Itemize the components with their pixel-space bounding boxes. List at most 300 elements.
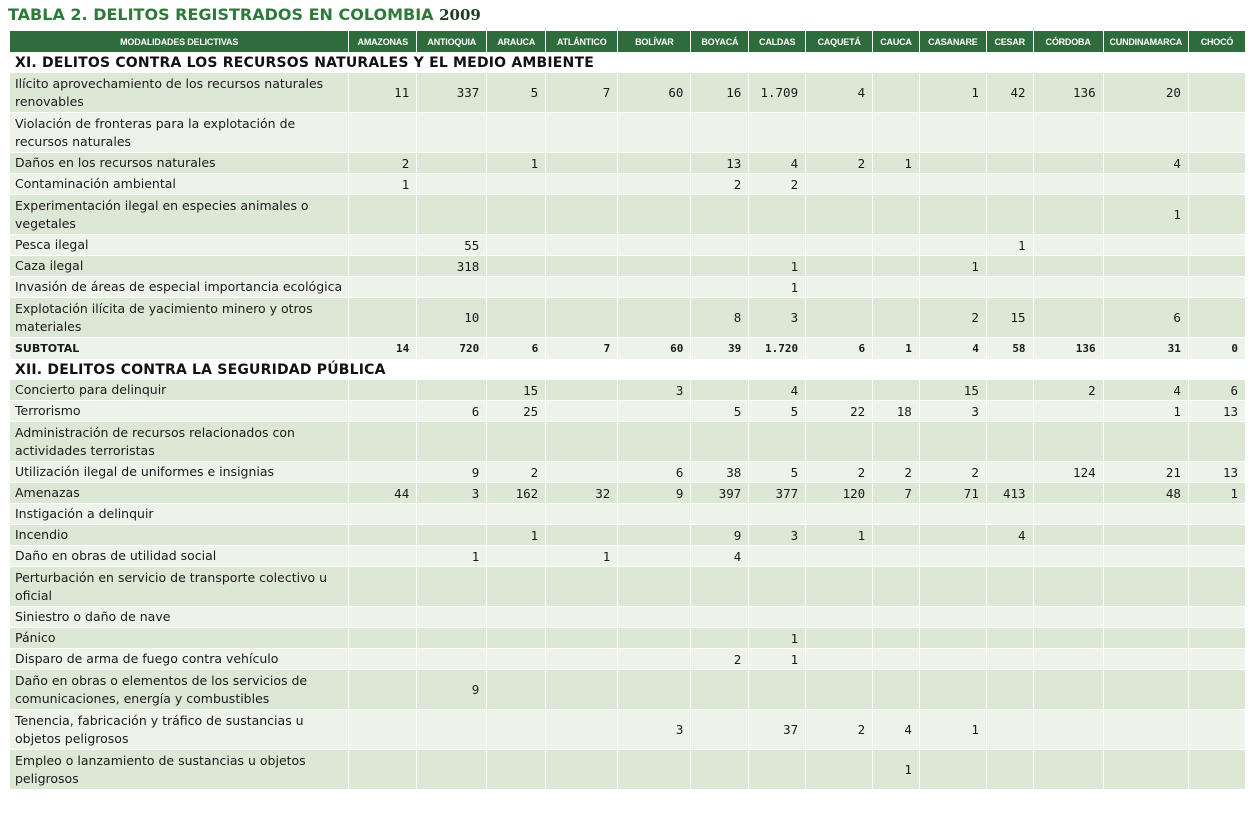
cell-value — [691, 195, 749, 235]
cell-value — [487, 195, 546, 235]
cell-value — [1188, 422, 1245, 462]
cell-value — [1033, 298, 1103, 338]
cell-value: 1 — [986, 235, 1033, 256]
cell-value: 4 — [919, 338, 986, 360]
table-row — [10, 567, 1246, 607]
cell-value — [1033, 153, 1103, 174]
column-header-department: ATLÁNTICO — [546, 31, 618, 53]
cell-value — [349, 113, 417, 153]
row-label: Pánico — [10, 628, 349, 649]
cell-value — [1103, 422, 1188, 462]
row-label: Tenencia, fabricación y tráfico de sustancias u objetos peligrosos — [10, 710, 349, 750]
cell-value: 162 — [487, 483, 546, 504]
cell-value: 3 — [618, 710, 691, 750]
cell-value — [986, 750, 1033, 790]
cell-value: 4 — [873, 710, 920, 750]
cell-value: 10 — [417, 298, 487, 338]
cell-value — [618, 195, 691, 235]
cell-value — [546, 710, 618, 750]
table-row — [10, 422, 1246, 462]
cell-value — [919, 628, 986, 649]
cell-value — [1188, 195, 1245, 235]
cell-value — [546, 298, 618, 338]
cell-value — [1033, 483, 1103, 504]
cell-value — [487, 298, 546, 338]
row-label: Empleo o lanzamiento de sustancias u objetos peligrosos — [10, 750, 349, 790]
column-header-department: CALDAS — [749, 31, 806, 53]
cell-value: 39 — [691, 338, 749, 360]
cell-value — [806, 256, 873, 277]
cell-value — [749, 195, 806, 235]
cell-value — [349, 628, 417, 649]
cell-value — [546, 113, 618, 153]
cell-value — [487, 546, 546, 567]
cell-value: 3 — [749, 525, 806, 546]
cell-value — [986, 504, 1033, 525]
cell-value — [919, 750, 986, 790]
cell-value: 1 — [349, 174, 417, 195]
cell-value: 2 — [806, 710, 873, 750]
cell-value — [691, 256, 749, 277]
cell-value: 397 — [691, 483, 749, 504]
cell-value: 60 — [618, 338, 691, 360]
cell-value — [487, 567, 546, 607]
row-label: Incendio — [10, 525, 349, 546]
cell-value — [691, 710, 749, 750]
cell-value: 1 — [546, 546, 618, 567]
section-title: XI. DELITOS CONTRA LOS RECURSOS NATURALES Y EL MEDIO AMBIENTE — [10, 53, 1246, 73]
row-label: Utilización ilegal de uniformes e insignias — [10, 462, 349, 483]
cell-value — [806, 422, 873, 462]
column-header-department: BOYACÁ — [691, 31, 749, 53]
cell-value: 5 — [487, 73, 546, 113]
cell-value: 720 — [417, 338, 487, 360]
cell-value — [873, 525, 920, 546]
cell-value — [1188, 153, 1245, 174]
cell-value — [986, 710, 1033, 750]
cell-value — [349, 525, 417, 546]
cell-value: 3 — [749, 298, 806, 338]
cell-value — [806, 235, 873, 256]
cell-value — [1033, 607, 1103, 628]
table-row — [10, 710, 1246, 750]
cell-value: 3 — [417, 483, 487, 504]
cell-value — [618, 649, 691, 670]
cell-value — [806, 380, 873, 401]
cell-value — [873, 670, 920, 710]
cell-value — [487, 277, 546, 298]
cell-value — [691, 567, 749, 607]
cell-value — [873, 422, 920, 462]
row-label: Ilícito aprovechamiento de los recursos naturales renovables — [10, 73, 349, 113]
cell-value — [546, 235, 618, 256]
table-row — [10, 113, 1246, 153]
cell-value — [986, 153, 1033, 174]
column-header-department: CAUCA — [873, 31, 920, 53]
cell-value — [806, 628, 873, 649]
cell-value: 136 — [1033, 73, 1103, 113]
cell-value — [1103, 710, 1188, 750]
cell-value: 7 — [546, 338, 618, 360]
cell-value — [806, 649, 873, 670]
cell-value — [618, 525, 691, 546]
cell-value — [919, 504, 986, 525]
cell-value — [1033, 567, 1103, 607]
cell-value — [919, 153, 986, 174]
cell-value: 413 — [986, 483, 1033, 504]
cell-value: 21 — [1103, 462, 1188, 483]
cell-value — [618, 670, 691, 710]
cell-value — [618, 113, 691, 153]
cell-value — [1188, 235, 1245, 256]
column-header-department: CAQUETÁ — [806, 31, 873, 53]
column-header-department: CASANARE — [919, 31, 986, 53]
table-row — [10, 277, 1246, 298]
cell-value — [873, 649, 920, 670]
cell-value — [349, 546, 417, 567]
cell-value — [546, 380, 618, 401]
column-header-department: BOLÍVAR — [618, 31, 691, 53]
cell-value: 4 — [1103, 380, 1188, 401]
cell-value — [986, 401, 1033, 422]
cell-value — [618, 750, 691, 790]
cell-value — [546, 607, 618, 628]
cell-value — [618, 277, 691, 298]
cell-value — [349, 670, 417, 710]
cell-value: 58 — [986, 338, 1033, 360]
table-row — [10, 73, 1246, 113]
cell-value — [1188, 277, 1245, 298]
table-row — [10, 153, 1246, 174]
column-header-department: CESAR — [986, 31, 1033, 53]
cell-value: 1 — [749, 277, 806, 298]
cell-value — [349, 298, 417, 338]
cell-value: 2 — [873, 462, 920, 483]
cell-value: 44 — [349, 483, 417, 504]
cell-value — [546, 401, 618, 422]
cell-value — [873, 567, 920, 607]
cell-value: 1 — [749, 256, 806, 277]
cell-value — [873, 277, 920, 298]
cell-value — [1033, 504, 1103, 525]
cell-value — [1188, 256, 1245, 277]
cell-value: 1.720 — [749, 338, 806, 360]
row-label: Contaminación ambiental — [10, 174, 349, 195]
row-label: Instigación a delinquir — [10, 504, 349, 525]
cell-value: 7 — [546, 73, 618, 113]
cell-value — [546, 277, 618, 298]
cell-value: 9 — [417, 670, 487, 710]
section-header-row — [10, 360, 1246, 380]
cell-value — [1033, 628, 1103, 649]
cell-value — [487, 422, 546, 462]
cell-value: 9 — [691, 525, 749, 546]
cell-value — [806, 277, 873, 298]
cell-value — [806, 607, 873, 628]
cell-value: 377 — [749, 483, 806, 504]
cell-value — [1033, 525, 1103, 546]
table-row — [10, 195, 1246, 235]
cell-value: 1 — [1188, 483, 1245, 504]
cell-value — [1188, 670, 1245, 710]
cell-value — [1188, 298, 1245, 338]
cell-value: 1 — [749, 649, 806, 670]
table-row — [10, 256, 1246, 277]
cell-value — [691, 235, 749, 256]
cell-value — [919, 174, 986, 195]
row-label: Daño en obras de utilidad social — [10, 546, 349, 567]
cell-value — [546, 422, 618, 462]
cell-value — [1103, 113, 1188, 153]
cell-value — [1033, 235, 1103, 256]
column-header-department: CUNDINAMARCA — [1103, 31, 1188, 53]
table-row — [10, 750, 1246, 790]
row-label: Siniestro o daño de nave — [10, 607, 349, 628]
cell-value — [618, 256, 691, 277]
cell-value: 6 — [1103, 298, 1188, 338]
cell-value — [417, 750, 487, 790]
cell-value — [618, 298, 691, 338]
table-row — [10, 628, 1246, 649]
cell-value — [919, 195, 986, 235]
cell-value — [806, 567, 873, 607]
cell-value — [417, 422, 487, 462]
cell-value — [986, 649, 1033, 670]
cell-value — [349, 750, 417, 790]
cell-value — [487, 504, 546, 525]
cell-value — [873, 628, 920, 649]
cell-value: 1 — [749, 628, 806, 649]
cell-value — [487, 113, 546, 153]
table-row — [10, 504, 1246, 525]
cell-value — [919, 277, 986, 298]
row-label: Daño en obras o elementos de los servicios de comunicaciones, energía y combustibles — [10, 670, 349, 710]
cell-value — [1188, 567, 1245, 607]
cell-value — [1188, 174, 1245, 195]
column-header-department: ARAUCA — [487, 31, 546, 53]
cell-value — [417, 504, 487, 525]
cell-value: 20 — [1103, 73, 1188, 113]
table-body — [10, 53, 1246, 790]
cell-value — [691, 670, 749, 710]
column-header-department: CÓRDOBA — [1033, 31, 1103, 53]
cell-value: 1 — [417, 546, 487, 567]
column-header-modalidades: MODALIDADES DELICTIVAS — [10, 31, 349, 53]
cell-value — [986, 462, 1033, 483]
cell-value — [1033, 670, 1103, 710]
cell-value — [1188, 628, 1245, 649]
cell-value: 6 — [1188, 380, 1245, 401]
cell-value — [919, 235, 986, 256]
cell-value — [873, 256, 920, 277]
cell-value: 16 — [691, 73, 749, 113]
cell-value — [1033, 422, 1103, 462]
cell-value — [919, 525, 986, 546]
cell-value — [1188, 504, 1245, 525]
cell-value: 1 — [919, 73, 986, 113]
cell-value: 5 — [749, 462, 806, 483]
cell-value — [487, 256, 546, 277]
cell-value — [986, 628, 1033, 649]
cell-value — [1103, 567, 1188, 607]
cell-value — [1103, 235, 1188, 256]
cell-value: 120 — [806, 483, 873, 504]
cell-value — [618, 567, 691, 607]
cell-value: 1 — [919, 710, 986, 750]
cell-value: 1 — [919, 256, 986, 277]
cell-value: 9 — [618, 483, 691, 504]
cell-value: 9 — [417, 462, 487, 483]
cell-value — [1188, 546, 1245, 567]
cell-value: 31 — [1103, 338, 1188, 360]
cell-value — [1103, 649, 1188, 670]
cell-value: 6 — [618, 462, 691, 483]
subtotal-label: SUBTOTAL — [10, 338, 349, 360]
cell-value — [487, 710, 546, 750]
cell-value — [349, 710, 417, 750]
cell-value: 5 — [691, 401, 749, 422]
table-row — [10, 649, 1246, 670]
cell-value — [986, 567, 1033, 607]
cell-value: 13 — [1188, 401, 1245, 422]
cell-value — [986, 277, 1033, 298]
cell-value — [749, 113, 806, 153]
cell-value — [1103, 750, 1188, 790]
cell-value — [691, 607, 749, 628]
cell-value: 1 — [873, 153, 920, 174]
row-label: Caza ilegal — [10, 256, 349, 277]
row-label: Disparo de arma de fuego contra vehículo — [10, 649, 349, 670]
header-row — [10, 31, 1246, 53]
cell-value — [1188, 607, 1245, 628]
cell-value: 0 — [1188, 338, 1245, 360]
table-title-text: DELITOS REGISTRADOS EN COLOMBIA — [93, 5, 434, 24]
cell-value — [1033, 401, 1103, 422]
cell-value — [1188, 710, 1245, 750]
cell-value — [349, 277, 417, 298]
cell-value — [546, 525, 618, 546]
cell-value: 18 — [873, 401, 920, 422]
cell-value — [749, 235, 806, 256]
cell-value — [806, 750, 873, 790]
cell-value — [417, 567, 487, 607]
cell-value — [1188, 73, 1245, 113]
cell-value: 2 — [919, 298, 986, 338]
cell-value — [349, 256, 417, 277]
cell-value — [691, 504, 749, 525]
cell-value — [1033, 546, 1103, 567]
cell-value: 2 — [349, 153, 417, 174]
cell-value — [806, 504, 873, 525]
table-header — [10, 31, 1246, 53]
cell-value — [487, 649, 546, 670]
cell-value: 60 — [618, 73, 691, 113]
cell-value — [806, 174, 873, 195]
cell-value: 337 — [417, 73, 487, 113]
cell-value: 13 — [1188, 462, 1245, 483]
cell-value — [806, 195, 873, 235]
table-row — [10, 401, 1246, 422]
cell-value — [873, 298, 920, 338]
cell-value — [749, 607, 806, 628]
cell-value — [417, 649, 487, 670]
cell-value — [806, 298, 873, 338]
cell-value: 1 — [1103, 401, 1188, 422]
cell-value: 2 — [919, 462, 986, 483]
cell-value: 4 — [1103, 153, 1188, 174]
cell-value: 22 — [806, 401, 873, 422]
column-header-department: ANTIOQUIA — [417, 31, 487, 53]
cell-value: 37 — [749, 710, 806, 750]
cell-value: 4 — [749, 153, 806, 174]
cell-value: 2 — [1033, 380, 1103, 401]
cell-value — [873, 380, 920, 401]
row-label: Pesca ilegal — [10, 235, 349, 256]
cell-value — [349, 567, 417, 607]
cell-value: 1 — [487, 153, 546, 174]
table-row — [10, 462, 1246, 483]
cell-value — [1188, 113, 1245, 153]
cell-value: 25 — [487, 401, 546, 422]
cell-value — [1103, 277, 1188, 298]
row-label: Perturbación en servicio de transporte colectivo u oficial — [10, 567, 349, 607]
cell-value — [986, 174, 1033, 195]
cell-value — [417, 195, 487, 235]
cell-value: 4 — [749, 380, 806, 401]
cell-value: 2 — [691, 174, 749, 195]
cell-value — [1033, 277, 1103, 298]
cell-value — [546, 628, 618, 649]
cell-value — [1188, 525, 1245, 546]
cell-value — [1103, 256, 1188, 277]
cell-value: 8 — [691, 298, 749, 338]
cell-value — [618, 422, 691, 462]
cell-value — [749, 422, 806, 462]
cell-value — [546, 256, 618, 277]
cell-value — [873, 73, 920, 113]
cell-value — [1033, 113, 1103, 153]
table-title — [8, 3, 481, 27]
cell-value: 15 — [986, 298, 1033, 338]
cell-value — [1188, 649, 1245, 670]
cell-value — [1103, 628, 1188, 649]
cell-value — [1103, 546, 1188, 567]
cell-value — [919, 422, 986, 462]
cell-value — [873, 174, 920, 195]
row-label: Experimentación ilegal en especies animales o vegetales — [10, 195, 349, 235]
row-label: Concierto para delinquir — [10, 380, 349, 401]
row-label: Terrorismo — [10, 401, 349, 422]
cell-value — [417, 607, 487, 628]
cell-value — [618, 546, 691, 567]
cell-value — [1033, 195, 1103, 235]
cell-value: 32 — [546, 483, 618, 504]
cell-value: 1 — [1103, 195, 1188, 235]
cell-value: 1.709 — [749, 73, 806, 113]
cell-value — [1033, 710, 1103, 750]
cell-value: 14 — [349, 338, 417, 360]
cell-value — [349, 649, 417, 670]
cell-value — [986, 670, 1033, 710]
cell-value: 48 — [1103, 483, 1188, 504]
cell-value: 4 — [986, 525, 1033, 546]
table-row — [10, 483, 1246, 504]
row-label: Administración de recursos relacionados con actividades terroristas — [10, 422, 349, 462]
cell-value — [986, 380, 1033, 401]
cell-value — [691, 628, 749, 649]
cell-value: 318 — [417, 256, 487, 277]
cell-value — [618, 401, 691, 422]
